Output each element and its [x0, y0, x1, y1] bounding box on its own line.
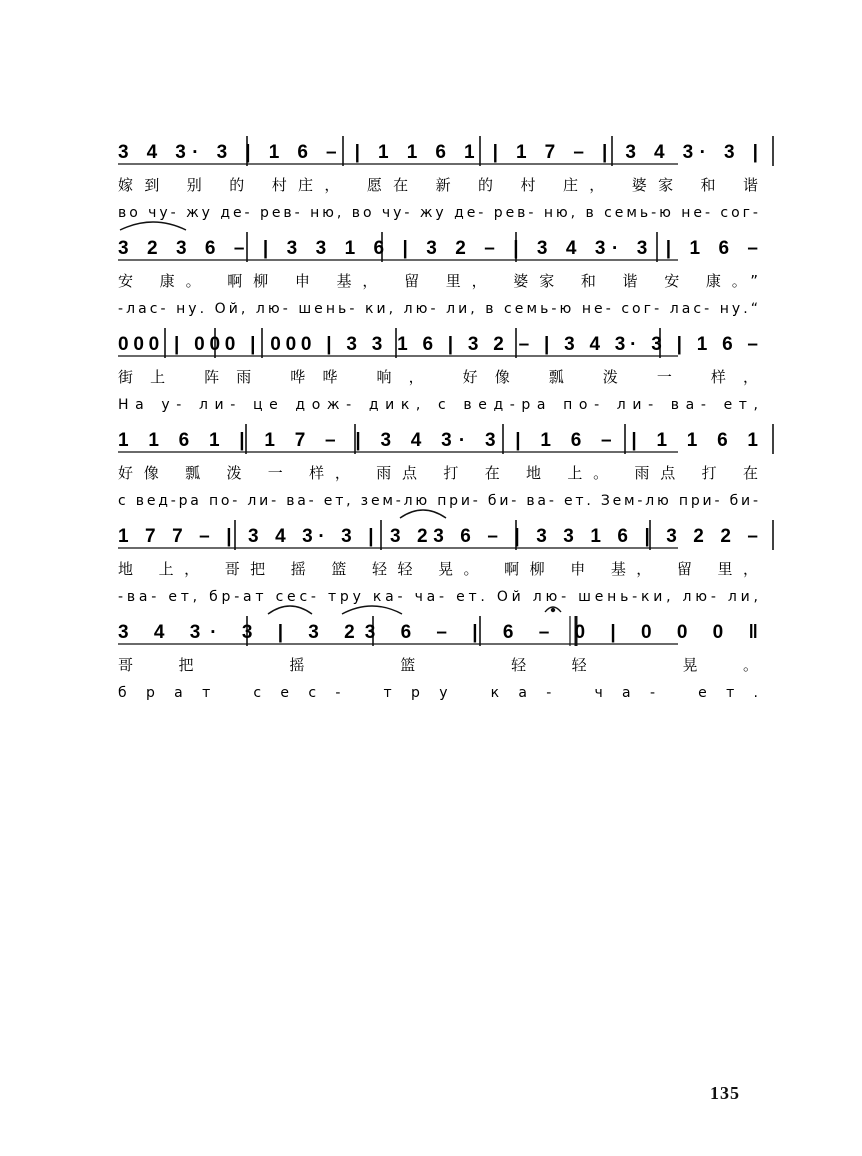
chinese-lyrics-row: 嫁到 别 的 村庄， 愿在 新 的 村 庄， 婆家 和 谐 [118, 176, 758, 194]
tie-slur [120, 222, 186, 230]
system-4 [118, 430, 758, 509]
notes-row: 3 4 3· 3 | 1 6 – | 1 1 6 1 | 1 7 – | 3 4 3· 3 | [118, 142, 758, 163]
chinese-lyrics-row: 地 上， 哥把 摇 篮 轻轻 晃。 啊柳 申 基， 留 里， [118, 560, 759, 578]
system-6 [118, 622, 758, 701]
notes-row: 1 7 7 – | 3 4 3· 3 | 3 23 6 – | 3 3 1 6 | 3 2 2 – [118, 526, 758, 547]
notes-row: 3 2 3 6 – | 3 3 1 6 | 3 2 – | 3 4 3· 3 | 1 6 – [118, 238, 758, 259]
tie-slur [342, 606, 402, 614]
system-3 [118, 334, 758, 413]
chinese-lyrics-row: 好像 瓢 泼 一 样， 雨点 打 在 地 上。 雨点 打 在 [118, 464, 759, 482]
system-5 [118, 526, 758, 605]
score-systems [118, 142, 758, 701]
russian-lyrics-row: -лас- ну. Ой, лю- шень- ки, лю- ли, в семь-ю не- сог- лас- ну.“ [118, 301, 758, 317]
chinese-lyrics-row: 街上 阵雨 哗哗 响， 好像 瓢 泼 一 样， [118, 368, 758, 386]
system-2 [118, 238, 758, 317]
notes-row: 000 | 000 | 000 | 3 3 1 6 | 3 2 – | 3 4 3· 3 | 1 6 – [118, 334, 759, 355]
russian-lyrics-row: -ва- ет, бр-ат сес- тру ка- ча- ет. Ой лю- шень-ки, лю- ли, [118, 589, 758, 605]
chinese-lyrics-row: 安 康。 啊柳 申 基， 留 里， 婆家 和 谐 安 康。” [118, 272, 758, 290]
fermata-dot [552, 609, 555, 612]
russian-lyrics-row: На у- ли- це дож- дик, с вед-ра по- ли- ва- ет, [118, 397, 758, 413]
russian-lyrics-row: с вед-ра по- ли- ва- ет, зем-лю при- би- ва- ет. Зем-лю при- би- [118, 493, 759, 509]
notes-row: 1 1 6 1 | 1 7 – | 3 4 3· 3 | 1 6 – | 1 1 6 1 [118, 430, 758, 451]
tie-slur [268, 606, 312, 614]
chinese-lyrics-row: 哥把 摇 篮 轻轻 晃。 [118, 656, 759, 674]
russian-lyrics-row: брат сес- тру ка- ча- ет. [118, 685, 759, 701]
notes-row: 3 4 3· 3 | 3 23 6 – | 6 – 0 | 0 0 0 ‖ [118, 622, 759, 643]
russian-lyrics-row: во чу- жу де- рев- ню, во чу- жу де- рев- ню, в семь-ю не- сог- [118, 205, 758, 221]
system-1 [118, 142, 758, 221]
page-number: 135 [710, 1083, 740, 1103]
tie-slur [400, 510, 446, 518]
